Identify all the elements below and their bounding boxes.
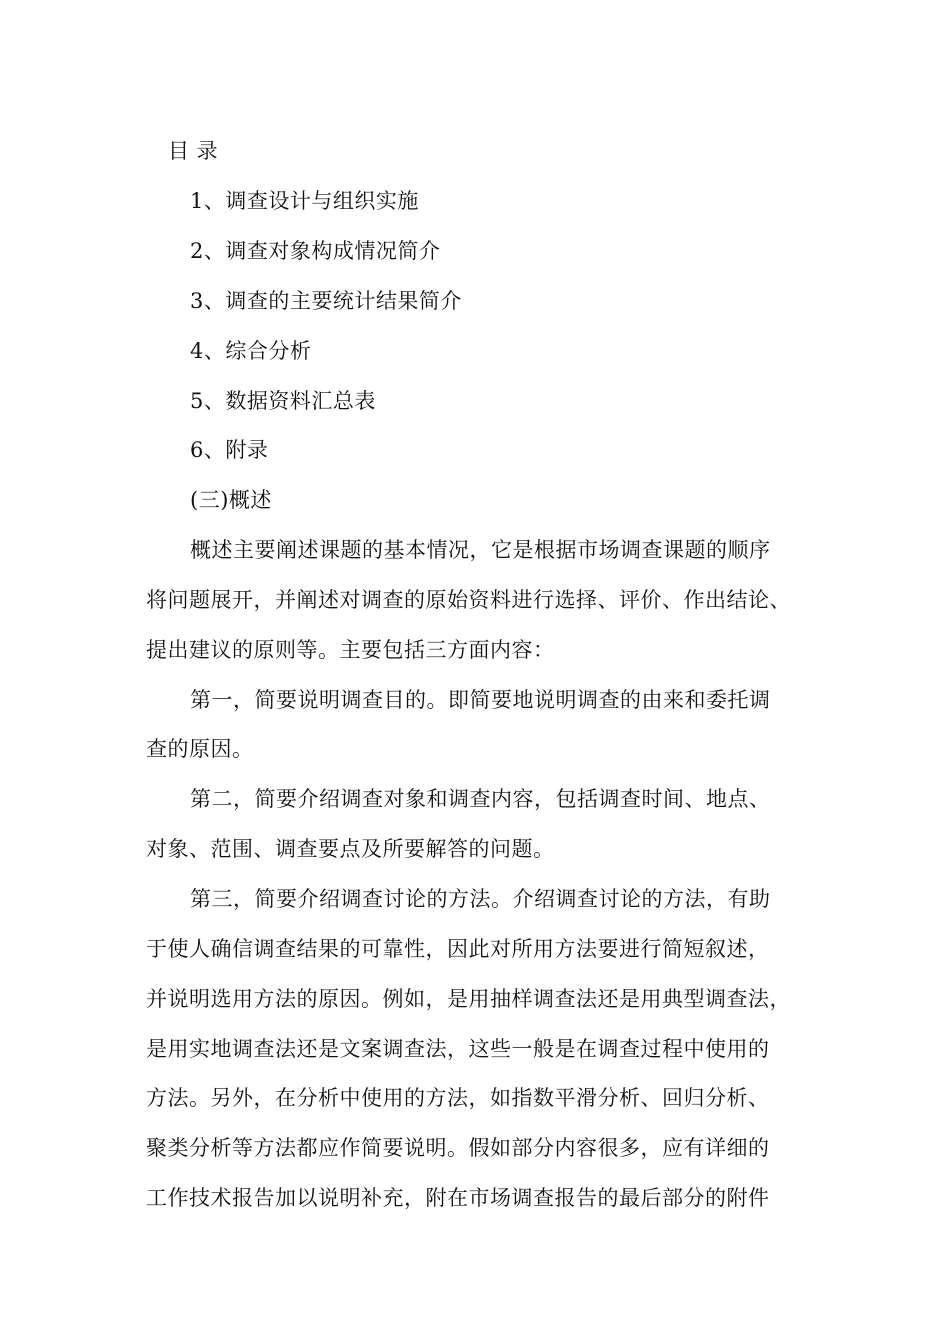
paragraph-line: 第三，简要介绍调查讨论的方法。介绍调查讨论的方法，有助 <box>190 887 771 911</box>
toc-item-1: 1、调查设计与组织实施 <box>190 189 419 213</box>
paragraph-line: 方法。另外，在分析中使用的方法，如指数平滑分析、回归分析、 <box>146 1086 770 1110</box>
toc-item-5: 5、数据资料汇总表 <box>190 389 376 413</box>
paragraph-line: 于使人确信调查结果的可靠性，因此对所用方法要进行简短叙述， <box>146 937 770 961</box>
toc-title: 目 录 <box>168 139 219 163</box>
toc-item-4: 4、综合分析 <box>190 339 312 363</box>
paragraph-line: 第一，简要说明调查目的。即简要地说明调查的由来和委托调 <box>190 688 771 712</box>
toc-item-2: 2、调查对象构成情况简介 <box>190 239 441 263</box>
paragraph-line: 查的原因。 <box>146 737 254 761</box>
paragraph-line: 第二，简要介绍调查对象和调查内容，包括调查时间、地点、 <box>190 787 771 811</box>
paragraph-line: 概述主要阐述课题的基本情况，它是根据市场调查课题的顺序 <box>190 538 771 562</box>
paragraph-line: 将问题展开，并阐述对调查的原始资料进行选择、评价、作出结论、 <box>146 588 791 612</box>
section-heading: (三)概述 <box>190 488 272 512</box>
toc-item-3: 3、调查的主要统计结果简介 <box>190 289 462 313</box>
paragraph-line: 提出建议的原则等。主要包括三方面内容： <box>146 638 555 662</box>
paragraph-line: 工作技术报告加以说明补充，附在市场调查报告的最后部分的附件 <box>146 1186 770 1210</box>
toc-item-6: 6、附录 <box>190 438 269 462</box>
paragraph-line: 是用实地调查法还是文案调查法，这些一般是在调查过程中使用的 <box>146 1037 770 1061</box>
paragraph-line: 聚类分析等方法都应作简要说明。假如部分内容很多，应有详细的 <box>146 1136 770 1160</box>
paragraph-line: 并说明选用方法的原因。例如，是用抽样调查法还是用典型调查法， <box>146 987 791 1011</box>
paragraph-line: 对象、范围、调查要点及所要解答的问题。 <box>146 837 555 861</box>
